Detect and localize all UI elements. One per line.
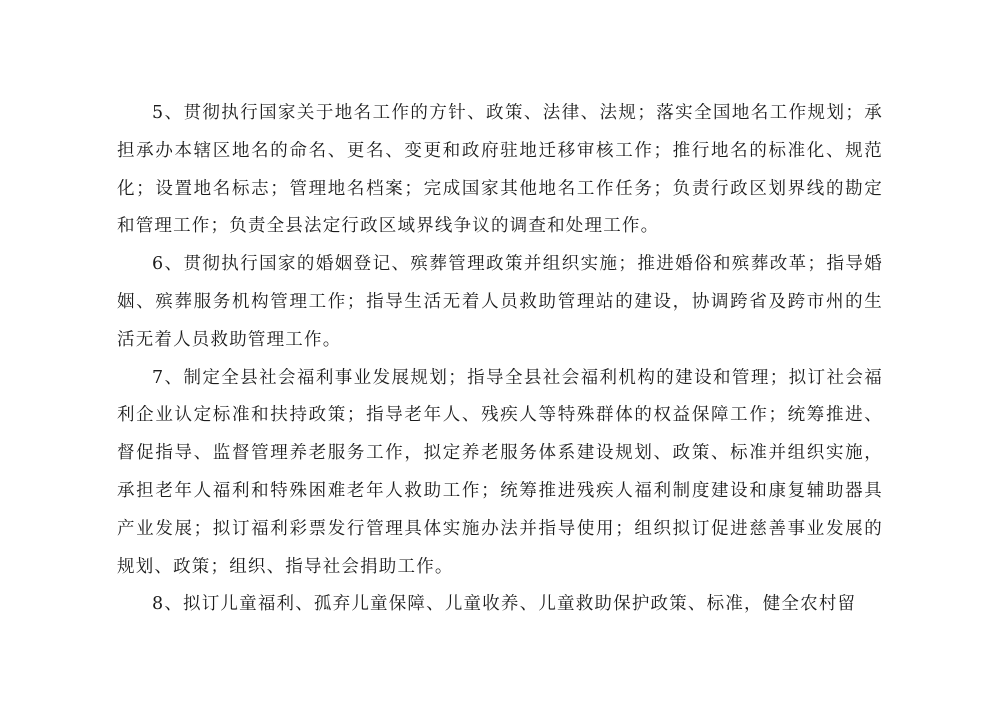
document-body bbox=[117, 95, 883, 624]
paragraph-7: 7、制定全县社会福利事业发展规划；指导全县社会福利机构的建设和管理；拟订社会福利企业认定标准和扶持政策；指导老年人、残疾人等特殊群体的权益保障工作；统筹推进、督促指导、监督管理养老服务工作，拟定养老服务体系建设规划、政策、标准并组织实施，承担老年人福利和特殊困难老年人救助工作；统筹推进残疾人福利制度建设和康复辅助器具产业发展；拟订福利彩票发行管理具体实施办法并指导使用；组织拟订促进慈善事业发展的规划、政策；组织、指导社会捐助工作。 bbox=[117, 367, 883, 577]
paragraph-8: 8、拟订儿童福利、孤弃儿童保障、儿童收养、儿童救助保护政策、标准，健全农村留 bbox=[152, 594, 857, 615]
paragraph-6: 6、贯彻执行国家的婚姻登记、殡葬管理政策并组织实施；推进婚俗和殡葬改革；指导婚姻、殡葬服务机构管理工作；指导生活无着人员救助管理站的建设，协调跨省及跨市州的生活无着人员救助管理工作。 bbox=[117, 254, 883, 350]
paragraph-5: 5、贯彻执行国家关于地名工作的方针、政策、法律、法规；落实全国地名工作规划；承担承办本辖区地名的命名、更名、变更和政府驻地迁移审核工作；推行地名的标准化、规范化；设置地名标志；管理地名档案；完成国家其他地名工作任务；负责行政区划界线的勘定和管理工作；负责全县法定行政区域界线争议的调查和处理工作。 bbox=[117, 103, 883, 237]
